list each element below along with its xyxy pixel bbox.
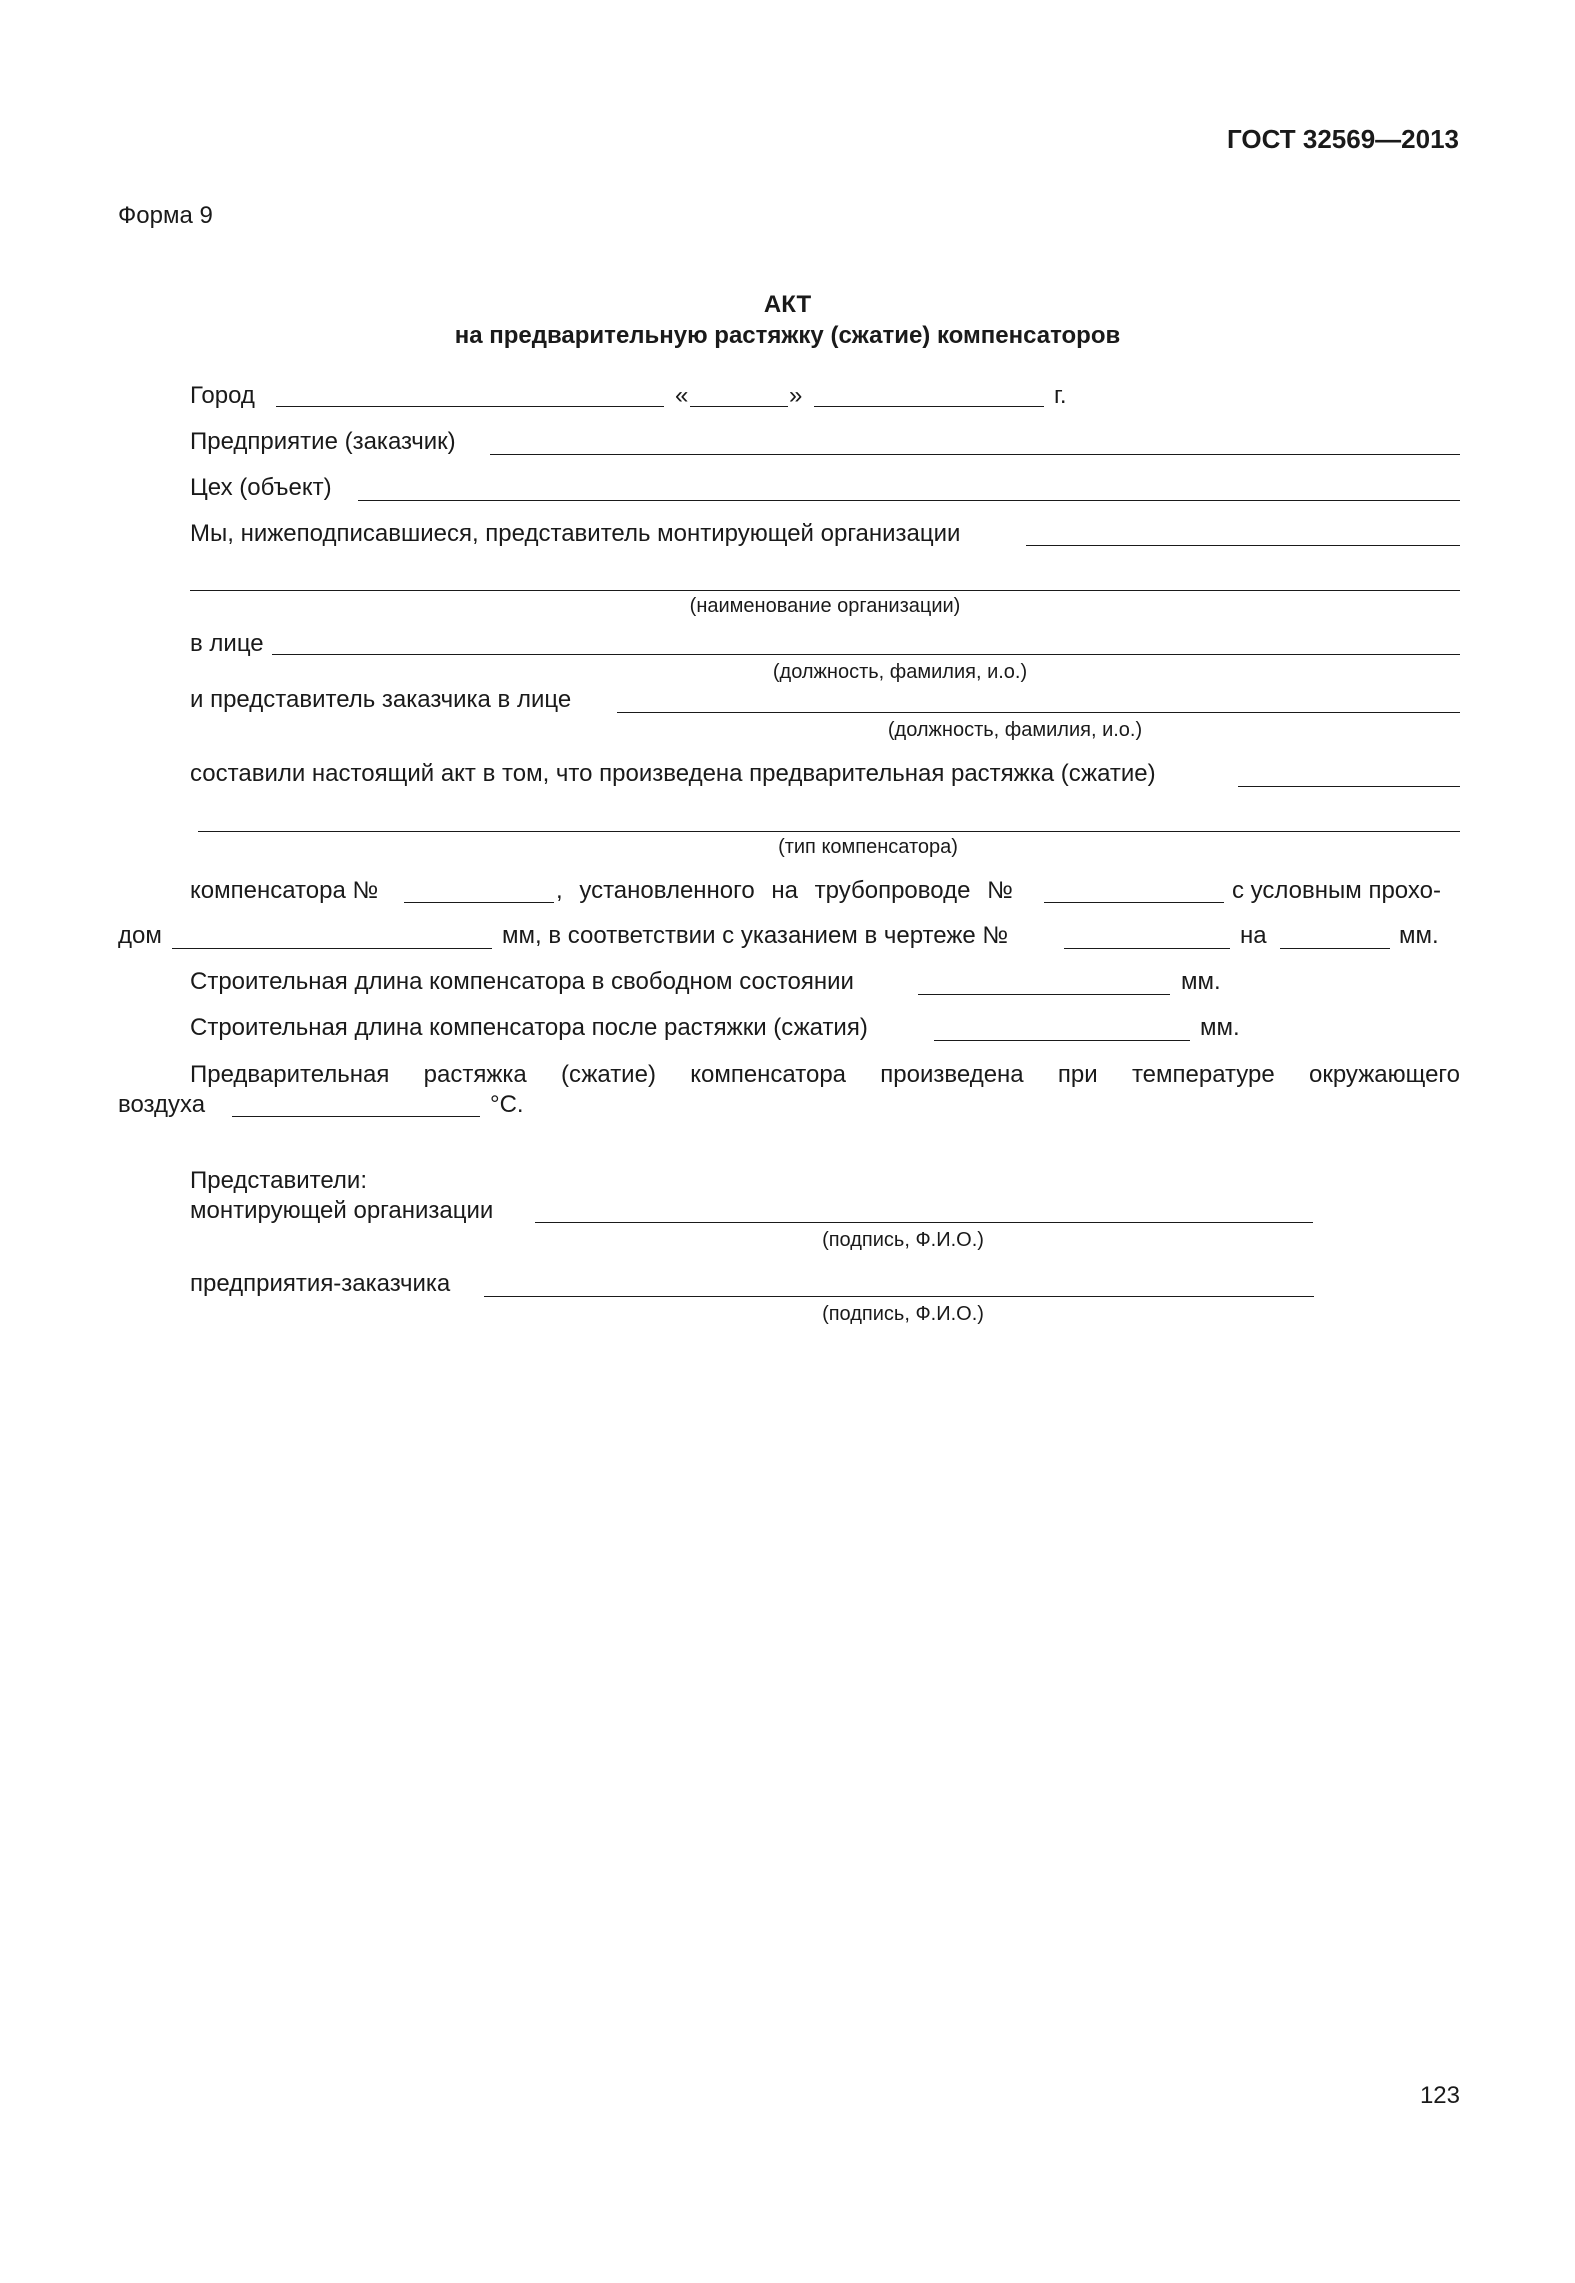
city-blank[interactable] — [276, 406, 664, 407]
position-caption: (должность, фамилия, и.о.) — [772, 661, 1028, 683]
enterprise-blank[interactable] — [490, 454, 1460, 455]
stretch-mm-blank[interactable] — [1280, 948, 1390, 949]
mm-unit-2: мм. — [1181, 968, 1221, 995]
quote-close: » — [789, 382, 803, 409]
installed-text: , установленного на трубопроводе № — [556, 877, 1013, 904]
free-length-blank[interactable] — [918, 994, 1170, 995]
composed-text: составили настоящий акт в том, что произведена предварительная растяжка (сжатие) — [190, 760, 1156, 787]
installer-org-blank[interactable] — [1026, 545, 1460, 546]
pipeline-no-blank[interactable] — [1044, 902, 1224, 903]
installer-org-blank-2[interactable] — [190, 590, 1460, 591]
compensator-type-blank[interactable] — [198, 831, 1460, 832]
position-caption-2: (должность, фамилия, и.о.) — [887, 719, 1143, 741]
page-number: 123 — [1419, 2082, 1460, 2109]
org-name-caption: (наименование организации) — [689, 595, 961, 617]
customer-rep-blank[interactable] — [617, 712, 1460, 713]
na-text: на — [1240, 922, 1267, 949]
customer-rep-label: и представитель заказчика в лице — [190, 686, 572, 713]
mm-unit: мм. — [1399, 922, 1439, 949]
air-text: воздуха — [118, 1091, 206, 1118]
representatives-heading: Представители: — [190, 1167, 367, 1194]
after-length-blank[interactable] — [934, 1040, 1190, 1041]
signatories-label: Мы, нижеподписавшиеся, представитель монтирующей организации — [190, 520, 961, 547]
mm-unit-3: мм. — [1200, 1014, 1240, 1041]
month-blank[interactable] — [814, 406, 1044, 407]
customer-sign-caption: (подпись, Ф.И.О.) — [822, 1303, 984, 1325]
compensator-no-label: компенсатора № — [190, 877, 379, 904]
customer-signature-blank[interactable] — [484, 1296, 1314, 1297]
workshop-label: Цех (объект) — [190, 474, 332, 501]
after-length-label: Строительная длина компенсатора после растяжки (сжатия) — [190, 1014, 868, 1041]
dom-text: дом — [118, 922, 162, 949]
drawing-text: мм, в соответствии с указанием в чертеже № — [502, 922, 1009, 949]
drawing-no-blank[interactable] — [1064, 948, 1230, 949]
compensator-no-blank[interactable] — [404, 902, 554, 903]
free-length-label: Строительная длина компенсатора в свободном состоянии — [190, 968, 854, 995]
workshop-blank[interactable] — [358, 500, 1460, 501]
in-person-label: в лице — [190, 630, 264, 657]
city-label: Город — [190, 382, 255, 409]
stretch-blank[interactable] — [1238, 786, 1460, 787]
day-blank[interactable] — [690, 406, 788, 407]
installer-sign-label: монтирующей организации — [190, 1197, 494, 1224]
quote-open: « — [675, 382, 689, 409]
in-person-blank[interactable] — [272, 654, 1460, 655]
act-subtitle: на предварительную растяжку (сжатие) компенсаторов — [454, 322, 1121, 349]
customer-sign-label: предприятия-заказчика — [190, 1270, 451, 1297]
standard-number: ГОСТ 32569—2013 — [1227, 124, 1459, 154]
act-title: АКТ — [763, 291, 812, 318]
form-label: Форма 9 — [118, 202, 213, 229]
temperature-text: Предварительная растяжка (сжатие) компенсатора произведена при температуре окружающего — [190, 1061, 1460, 1088]
enterprise-label: Предприятие (заказчик) — [190, 428, 456, 455]
installer-sign-caption: (подпись, Ф.И.О.) — [822, 1229, 984, 1251]
degree-unit: °С. — [490, 1091, 524, 1118]
conditional-text: с условным прохо- — [1232, 877, 1441, 904]
year-suffix: г. — [1054, 382, 1067, 409]
temperature-blank[interactable] — [232, 1116, 480, 1117]
diameter-blank[interactable] — [172, 948, 492, 949]
type-caption: (тип компенсатора) — [778, 836, 958, 858]
installer-signature-blank[interactable] — [535, 1222, 1313, 1223]
